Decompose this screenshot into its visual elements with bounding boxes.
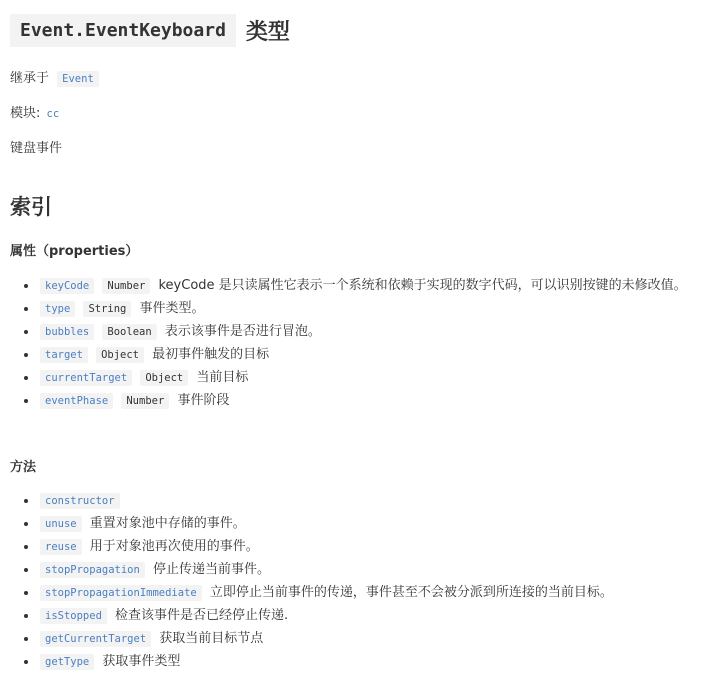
module-link[interactable]: cc — [46, 108, 60, 120]
property-name-link[interactable]: currentTarget — [40, 370, 132, 386]
inherits-label: 继承于 — [10, 71, 50, 86]
method-name-link[interactable]: getCurrentTarget — [40, 631, 151, 647]
description: 键盘事件 — [10, 141, 63, 156]
method-item — [10, 535, 710, 558]
page-title — [10, 8, 710, 52]
method-desc: 停止传递当前事件。 — [152, 562, 270, 577]
property-name-link[interactable]: target — [40, 347, 88, 363]
property-item — [10, 297, 710, 320]
method-item — [10, 512, 710, 535]
method-item — [10, 650, 710, 673]
property-item — [10, 343, 710, 366]
method-name-link[interactable]: constructor — [40, 493, 120, 509]
method-desc: 获取当前目标节点 — [159, 631, 264, 646]
method-name-link[interactable]: reuse — [40, 539, 82, 555]
properties-heading: 属性（properties） — [10, 244, 139, 259]
property-type: Number — [121, 393, 169, 409]
index-heading: 索引 — [10, 195, 52, 219]
methods-heading: 方法 — [10, 460, 37, 475]
method-desc: 立即停止当前事件的传递，事件甚至不会被分派到所连接的当前目标。 — [209, 585, 613, 600]
method-item — [10, 581, 710, 604]
method-desc: 用于对象池再次使用的事件。 — [89, 539, 259, 554]
property-type: Object — [140, 370, 188, 386]
inherits-line — [10, 70, 99, 88]
property-desc: keyCode 是只读属性它表示一个系统和依赖于实现的数字代码，可以识别按键的未修改值。 — [158, 278, 687, 293]
inherits-parent-link[interactable]: Event — [57, 71, 99, 87]
method-name-link[interactable]: isStopped — [40, 608, 107, 624]
property-type: String — [83, 301, 131, 317]
method-item — [10, 558, 710, 581]
page-title-code: Event.EventKeyboard — [10, 14, 236, 47]
method-name-link[interactable]: stopPropagationImmediate — [40, 585, 202, 601]
property-name-link[interactable]: eventPhase — [40, 393, 113, 409]
property-name-link[interactable]: type — [40, 301, 75, 317]
property-type: Object — [96, 347, 144, 363]
method-desc: 重置对象池中存储的事件。 — [89, 516, 246, 531]
method-item — [10, 627, 710, 650]
properties-list — [10, 274, 710, 412]
property-item — [10, 366, 710, 389]
property-item — [10, 274, 710, 297]
methods-list — [10, 489, 710, 673]
property-desc: 当前目标 — [196, 370, 249, 385]
property-item — [10, 389, 710, 412]
method-desc: 获取事件类型 — [102, 654, 181, 669]
property-desc: 表示该事件是否进行冒泡。 — [164, 324, 321, 339]
method-name-link[interactable]: stopPropagation — [40, 562, 145, 578]
doc-page — [10, 8, 710, 669]
method-name-link[interactable]: getType — [40, 654, 94, 670]
method-desc: 检查该事件是否已经停止传递. — [115, 608, 289, 623]
property-type: Boolean — [102, 324, 156, 340]
method-item — [10, 604, 710, 627]
module-label: 模块: — [10, 106, 41, 121]
property-item — [10, 320, 710, 343]
property-name-link[interactable]: keyCode — [40, 278, 94, 294]
module-line — [10, 105, 61, 123]
method-name-link[interactable]: unuse — [40, 516, 82, 532]
property-desc: 事件类型。 — [139, 301, 205, 316]
property-name-link[interactable]: bubbles — [40, 324, 94, 340]
property-desc: 事件阶段 — [177, 393, 230, 408]
property-type: Number — [102, 278, 150, 294]
property-desc: 最初事件触发的目标 — [152, 347, 270, 362]
page-title-suffix: 类型 — [245, 19, 290, 45]
method-item — [10, 489, 710, 512]
